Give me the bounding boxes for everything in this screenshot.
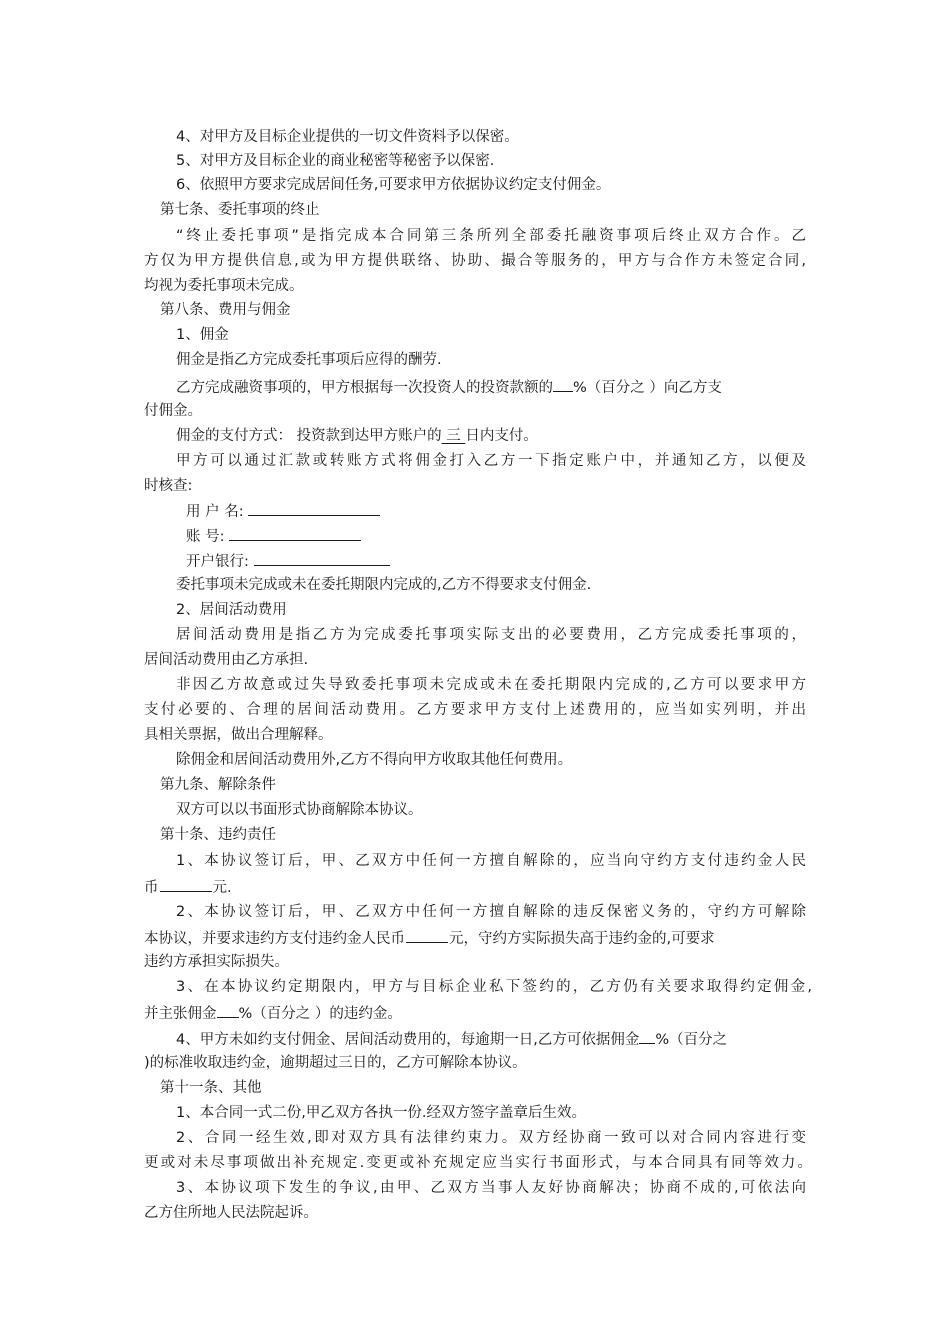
- account-bank-label: 开户银行:: [186, 554, 249, 570]
- s10-item2-line-1: 2、本协议签订后，甲、乙双方中任何一方擅自解除的违反保密义务的，守约方可解除: [176, 904, 806, 920]
- account-number-label: 账 号:: [186, 529, 225, 545]
- account-name-label: 用 户 名:: [186, 504, 244, 520]
- s8-rate-line-2: 付佣金。: [144, 403, 202, 419]
- s8-fault-line-1: 非因乙方故意或过失导致委托事项未完成或未在委托期限内完成的,乙方可以要求甲方: [176, 677, 806, 693]
- s11-item3-line-1: 3、本协议项下发生的争议,由甲、乙双方当事人友好协商解决；协商不成的,可依法向: [176, 1180, 806, 1196]
- account-number-blank[interactable]: [229, 525, 361, 541]
- account-bank-row: [186, 550, 390, 570]
- account-name-row: [186, 500, 380, 520]
- s6-item-4: 4、对甲方及目标企业提供的一切文件资料予以保密。: [176, 129, 519, 145]
- s10-item4-line-1: [176, 1028, 727, 1048]
- s10-item2-line-2: [144, 927, 715, 947]
- penalty-percent-blank[interactable]: [217, 1002, 239, 1018]
- s10-i1-text-a: 币: [144, 880, 159, 896]
- s10-i4-text-b: %（百分之: [655, 1032, 728, 1048]
- s9-heading: 第九条、解除条件: [160, 777, 276, 793]
- s10-i4-text-a: 4、甲方未如约支付佣金、居间活动费用的，每逾期一日,乙方可依据佣金: [176, 1032, 640, 1048]
- s7-para-line-3: 均视为委托事项未完成。: [144, 278, 304, 294]
- account-number-row: [186, 525, 361, 545]
- s8-rate-line-1: [176, 376, 722, 396]
- s10-i3-text-b: %（百分之 ）的违约金。: [238, 1006, 402, 1022]
- s8-sub-1: 1、佣金: [176, 327, 229, 343]
- s10-i1-text-b: 元.: [212, 880, 232, 896]
- s8-transfer-line-1: 甲方可以通过汇款或转账方式将佣金打入乙方一下指定账户中，并通知乙方，以便及: [176, 453, 806, 469]
- s8-fault-line-2: 支付必要的、合理的居间活动费用。乙方要求甲方支付上述费用的，应当如实列明，并出: [144, 702, 806, 718]
- s8-heading: 第八条、费用与佣金: [160, 302, 291, 318]
- s6-item-6: 6、依照甲方要求完成居间任务,可要求甲方依据协议约定支付佣金。: [176, 177, 611, 193]
- s10-heading: 第十条、违约责任: [160, 827, 276, 843]
- s10-i2-text-a: 本协议，并要求违约方支付违约金人民币: [144, 931, 405, 947]
- account-bank-blank[interactable]: [254, 550, 390, 566]
- s8-other-fees: 除佣金和居间活动费用外,乙方不得向甲方收取其他任何费用。: [176, 752, 573, 768]
- s8-no-fee: 委托事项未完成或未在委托期限内完成的,乙方不得要求支付佣金.: [176, 577, 592, 593]
- s8-transfer-line-2: 时核查:: [144, 478, 193, 494]
- s11-item3-line-2: 乙方住所地人民法院起诉。: [144, 1205, 318, 1221]
- s10-item3-line-1: 3、在本协议约定期限内，甲方与目标企业私下签约的，乙方仍有关要求取得约定佣金,: [176, 979, 812, 995]
- s11-item-1: 1、本合同一式二份,甲乙双方各执一份.经双方签字盖章后生效。: [176, 1105, 586, 1121]
- s8-fault-line-3: 具相关票据，做出合理解释。: [144, 727, 333, 743]
- s10-item4-line-2: )的标准收取违约金，逾期超过三日的，乙方可解除本协议。: [144, 1055, 527, 1071]
- account-name-blank[interactable]: [248, 500, 380, 516]
- s10-item3-line-2: [144, 1002, 402, 1022]
- s11-item2-line-2: 更或对未尽事项做出补充规定.变更或补充规定应当实行书面形式，与本合同具有同等效力。: [144, 1155, 812, 1171]
- s9-text: 双方可以以书面形式协商解除本协议。: [176, 802, 423, 818]
- s8-rate-text-a: 乙方完成融资事项的，甲方根据每一次投资人的投资款额的: [176, 380, 553, 396]
- s11-heading: 第十一条、其他: [160, 1080, 262, 1096]
- s7-para-line-2: 方仅为甲方提供信息,或为甲方提供联络、协助、撮合等服务的，甲方与合作方未签定合同,: [144, 253, 806, 269]
- s8-pay-text-a: 佣金的支付方式： 投资款到达甲方账户的: [176, 428, 442, 444]
- penalty-amount-blank-1[interactable]: [160, 876, 212, 892]
- s11-item2-line-1: 2、合同一经生效,即对双方具有法律约束力。双方经协商一致可以对合同内容进行变: [176, 1130, 806, 1146]
- s10-item1-line-2: [144, 876, 232, 896]
- penalty-amount-blank-2[interactable]: [406, 927, 448, 943]
- s10-item1-line-1: 1、本协议签订后，甲、乙双方中任何一方擅自解除的，应当向守约方支付违约金人民: [176, 853, 806, 869]
- s8-rate-text-b: %（百分之 ）向乙方支: [573, 380, 722, 396]
- s8-cost-line-1: 居间活动费用是指乙方为完成委托事项实际支出的必要费用，乙方完成委托事项的，: [176, 627, 806, 643]
- s7-para-line-1: “终止委托事项”是指完成本合同第三条所列全部委托融资事项后终止双方合作。乙: [176, 228, 806, 244]
- s7-heading: 第七条、委托事项的终止: [160, 202, 320, 218]
- s8-payment-line: [176, 426, 538, 446]
- s8-sub-2: 2、居间活动费用: [176, 602, 287, 618]
- pay-days-value: 三: [441, 428, 466, 444]
- rate-blank[interactable]: [553, 376, 573, 392]
- s10-item2-line-3: 违约方承担实际损失。: [144, 954, 289, 970]
- s8-pay-text-b: 日内支付。: [465, 428, 538, 444]
- s8-commission-def: 佣金是指乙方完成委托事项后应得的酬劳.: [176, 352, 442, 368]
- s10-i2-text-b: 元，守约方实际损失高于违约金的,可要求: [449, 931, 715, 947]
- s6-item-5: 5、对甲方及目标企业的商业秘密等秘密予以保密.: [176, 153, 495, 169]
- s8-cost-line-2: 居间活动费用由乙方承担.: [144, 652, 309, 668]
- daily-penalty-blank[interactable]: [639, 1028, 655, 1044]
- s10-i3-text-a: 并主张佣金: [144, 1006, 217, 1022]
